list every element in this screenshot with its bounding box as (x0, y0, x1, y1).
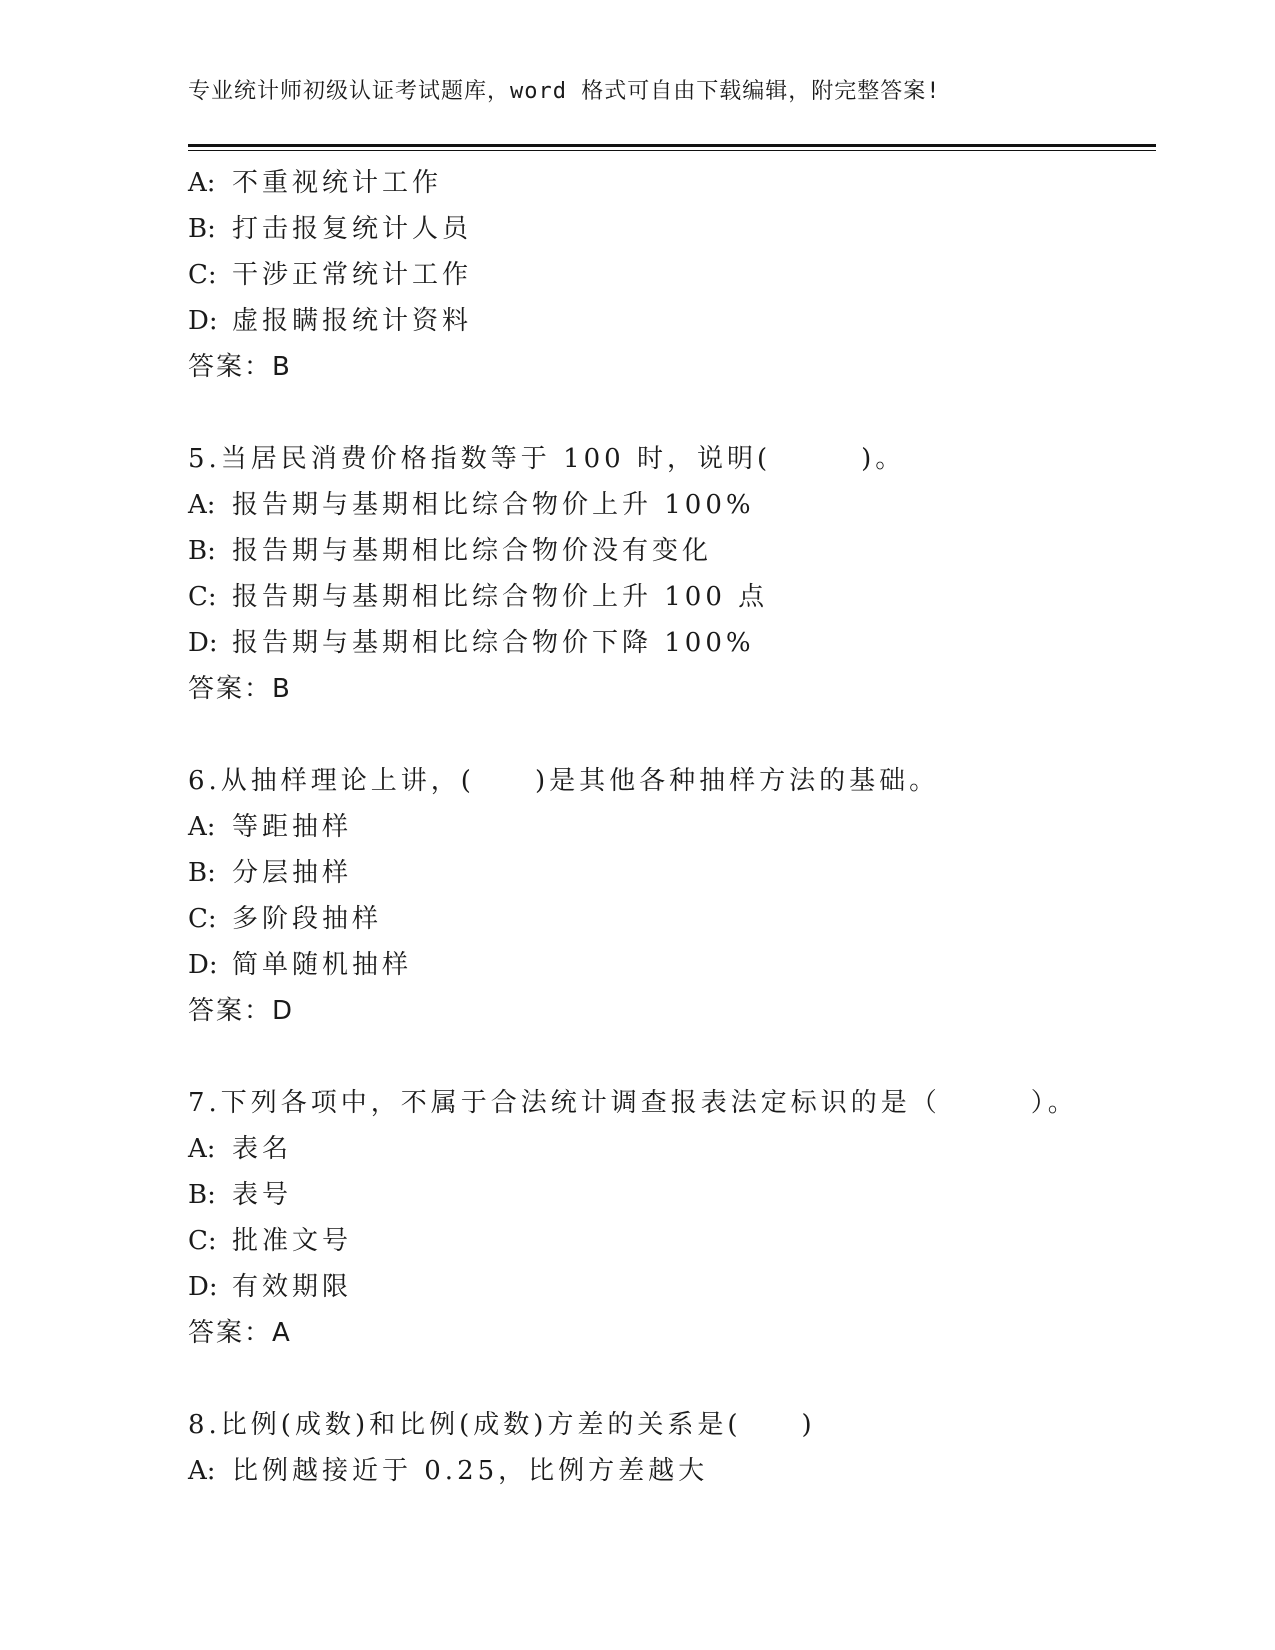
header-rule-thin (188, 150, 1156, 151)
question-text: 8.比例(成数)和比例(成数)方差的关系是( ) (188, 1410, 816, 1440)
option-c: C: 多阶段抽样 (188, 904, 383, 934)
question-block-4 (188, 160, 1148, 390)
option-a: A: 表名 (188, 1134, 293, 1164)
question-text: 7.下列各项中，不属于合法统计调查报表法定标识的是（ ）。 (188, 1088, 1078, 1118)
option-d: D: 有效期限 (188, 1272, 353, 1302)
option-c: C: 批准文号 (188, 1226, 353, 1256)
question-text: 6.从抽样理论上讲，( )是其他各种抽样方法的基础。 (188, 766, 940, 796)
option-b: B: 报告期与基期相比综合物价没有变化 (188, 536, 713, 566)
option-a: A: 报告期与基期相比综合物价上升 100% (188, 490, 755, 520)
question-block-8 (188, 1402, 1148, 1494)
question-list (188, 160, 1148, 1494)
answer-line: 答案：D (188, 996, 295, 1026)
option-d: D: 报告期与基期相比综合物价下降 100% (188, 628, 755, 658)
option-a: A: 等距抽样 (188, 812, 353, 842)
question-block-6 (188, 758, 1148, 1034)
question-block-7 (188, 1080, 1148, 1356)
answer-line: 答案：B (188, 674, 292, 704)
option-b: B: 分层抽样 (188, 858, 353, 888)
option-d: D: 简单随机抽样 (188, 950, 413, 980)
option-b: B: 打击报复统计人员 (188, 214, 473, 244)
option-d: D: 虚报瞒报统计资料 (188, 306, 473, 336)
option-a: A: 不重视统计工作 (188, 168, 443, 198)
header-rule-thick (188, 144, 1156, 147)
option-b: B: 表号 (188, 1180, 293, 1210)
option-a: A: 比例越接近于 0.25，比例方差越大 (188, 1456, 709, 1486)
page-header: 专业统计师初级认证考试题库，word 格式可自由下载编辑，附完整答案! (188, 79, 941, 104)
option-c: C: 报告期与基期相比综合物价上升 100 点 (188, 582, 769, 612)
option-c: C: 干涉正常统计工作 (188, 260, 473, 290)
question-text: 5.当居民消费价格指数等于 100 时，说明( )。 (188, 444, 906, 474)
answer-line: 答案：B (188, 352, 292, 382)
question-block-5 (188, 436, 1148, 712)
answer-line: 答案：A (188, 1318, 292, 1348)
